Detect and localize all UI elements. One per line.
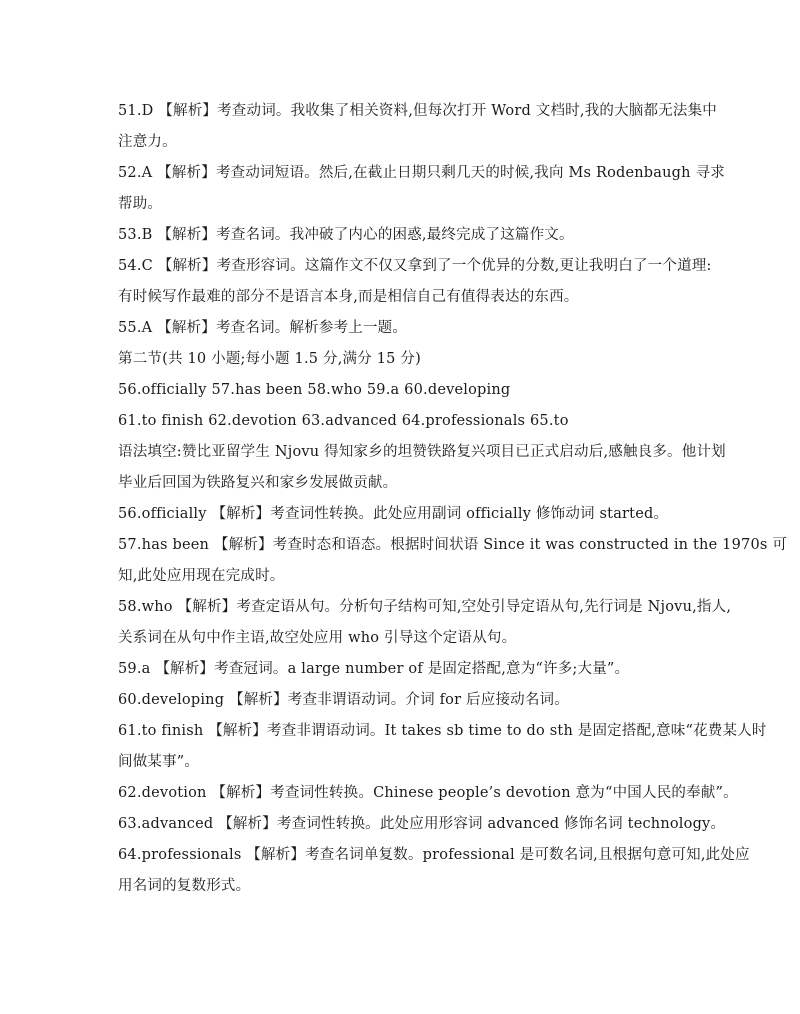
explanation-61: 61.to finish 【解析】考查非谓语动词。It takes sb time to do sth 是固定搭配,意味“花费某人时 [118, 723, 767, 739]
explanation-57-cont: 知,此处应用现在完成时。 [118, 568, 285, 584]
answer-line-51-cont: 注意力。 [118, 134, 177, 150]
passage-summary-cont: 毕业后回国为铁路复兴和家乡发展做贡献。 [118, 475, 398, 491]
section-heading: 第二节(共 10 小题;每小题 1.5 分,满分 15 分) [118, 351, 421, 367]
answer-key-row-1: 56.officially 57.has been 58.who 59.a 60.developing [118, 382, 511, 398]
answer-line-52: 52.A 【解析】考查动词短语。然后,在截止日期只剩几天的时候,我向 Ms Rodenbaugh 寻求 [118, 165, 725, 181]
answer-line-53: 53.B 【解析】考查名词。我冲破了内心的困惑,最终完成了这篇作文。 [118, 227, 574, 243]
explanation-61-cont: 间做某事”。 [118, 754, 200, 770]
document-page [118, 96, 788, 902]
explanation-60: 60.developing 【解析】考查非谓语动词。介词 for 后应接动名词。 [118, 692, 569, 708]
passage-summary: 语法填空:赞比亚留学生 Njovu 得知家乡的坦赞铁路复兴项目已正式启动后,感触良多。他计划 [118, 444, 726, 460]
explanation-64-cont: 用名词的复数形式。 [118, 878, 251, 894]
explanation-59: 59.a 【解析】考查冠词。a large number of 是固定搭配,意为“许多;大量”。 [118, 661, 630, 677]
explanation-58-cont: 关系词在从句中作主语,故空处应用 who 引导这个定语从句。 [118, 630, 517, 646]
explanation-56: 56.officially 【解析】考查词性转换。此处应用副词 officially 修饰动词 started。 [118, 506, 669, 522]
answer-line-55: 55.A 【解析】考查名词。解析参考上一题。 [118, 320, 408, 336]
answer-line-54: 54.C 【解析】考查形容词。这篇作文不仅又拿到了一个优异的分数,更让我明白了一个道理: [118, 258, 712, 274]
explanation-63: 63.advanced 【解析】考查词性转换。此处应用形容词 advanced 修饰名词 technology。 [118, 816, 726, 832]
answer-line-52-cont: 帮助。 [118, 196, 163, 212]
explanation-58: 58.who 【解析】考查定语从句。分析句子结构可知,空处引导定语从句,先行词是 Njovu,指人, [118, 599, 732, 615]
answer-key-row-2: 61.to finish 62.devotion 63.advanced 64.professionals 65.to [118, 413, 569, 429]
answer-line-51: 51.D 【解析】考查动词。我收集了相关资料,但每次打开 Word 文档时,我的大脑都无法集中 [118, 103, 717, 119]
explanation-57: 57.has been 【解析】考查时态和语态。根据时间状语 Since it was constructed in the 1970s 可 [118, 537, 788, 553]
explanation-62: 62.devotion 【解析】考查词性转换。Chinese people’s devotion 意为“中国人民的奉献”。 [118, 785, 738, 801]
answer-line-54-cont: 有时候写作最难的部分不是语言本身,而是相信自己有值得表达的东西。 [118, 289, 579, 305]
explanation-64: 64.professionals 【解析】考查名词单复数。professional 是可数名词,且根据句意可知,此处应 [118, 847, 750, 863]
